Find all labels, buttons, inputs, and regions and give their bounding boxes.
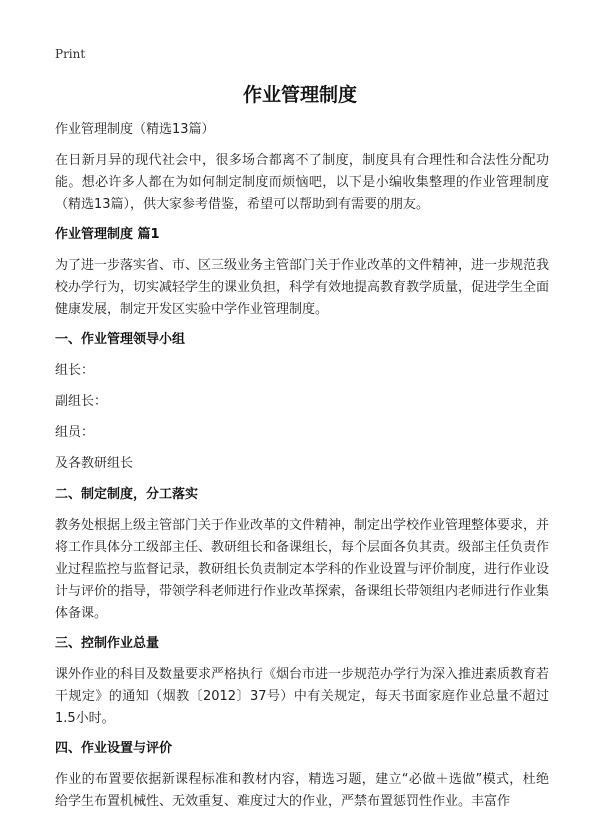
print-link[interactable]: Print — [55, 47, 86, 61]
part2-paragraph: 教务处根据上级主管部门关于作业改革的文件精神，制定出学校作业管理整体要求，并将工作具体分工级部主任、教研组长和备课组长，每个层面各负其责。级部主任负责作业过程监控与监督记录，教研组长负责制定本学科的作业设置与评价制度，进行作业设计与评价的指导，带领学科老师进行作业改革探索，备课组长带领组内老师进行作业集体备课。 — [55, 518, 550, 621]
part1-heading: 一、作业管理领导小组 — [55, 332, 186, 347]
vice-leader-line: 副组长： — [55, 394, 108, 409]
section-intro-paragraph: 为了进一步落实省、市、区三级业务主管部门关于作业改革的文件精神，进一步规范我校办学行为，切实减轻学生的课业负担，科学有效地提高教育教学质量，促进学生全面健康发展，制定开发区实验中学作业管理制度。 — [55, 258, 550, 317]
document-subtitle: 作业管理制度（精选13篇） — [55, 122, 215, 137]
leader-line: 组长： — [55, 363, 95, 378]
section-title: 作业管理制度 篇1 — [55, 227, 160, 242]
part3-paragraph: 课外作业的科目及数量要求严格执行《烟台市进一步规范办学行为深入推进素质教育若干规定》的通知（烟教〔2012〕37号）中有关规定，每天书面家庭作业总量不超过1.5小时。 — [55, 667, 550, 726]
document-title: 作业管理制度 — [242, 84, 357, 106]
part4-paragraph: 作业的布置要依据新课程标准和教材内容，精选习题，建立“必做＋选做”模式，杜绝给学生布置机械性、无效重复、难度过大的作业，严禁布置惩罚性作业。丰富作 — [55, 772, 549, 809]
group-heads-line: 及各教研组长 — [55, 456, 134, 471]
part3-heading: 三、控制作业总量 — [55, 636, 160, 651]
members-line: 组员： — [55, 425, 95, 440]
part2-heading: 二、制定制度，分工落实 — [55, 487, 199, 502]
intro-paragraph: 在日新月异的现代社会中，很多场合都离不了制度，制度具有合理性和合法性分配功能。想必许多人都在为如何制定制度而烦恼吧，以下是小编收集整理的作业管理制度（精选13篇），供大家参考借鉴，希望可以帮助到有需要的朋友。 — [55, 153, 549, 212]
part4-heading: 四、作业设置与评价 — [55, 741, 173, 756]
document-body — [55, 119, 549, 821]
